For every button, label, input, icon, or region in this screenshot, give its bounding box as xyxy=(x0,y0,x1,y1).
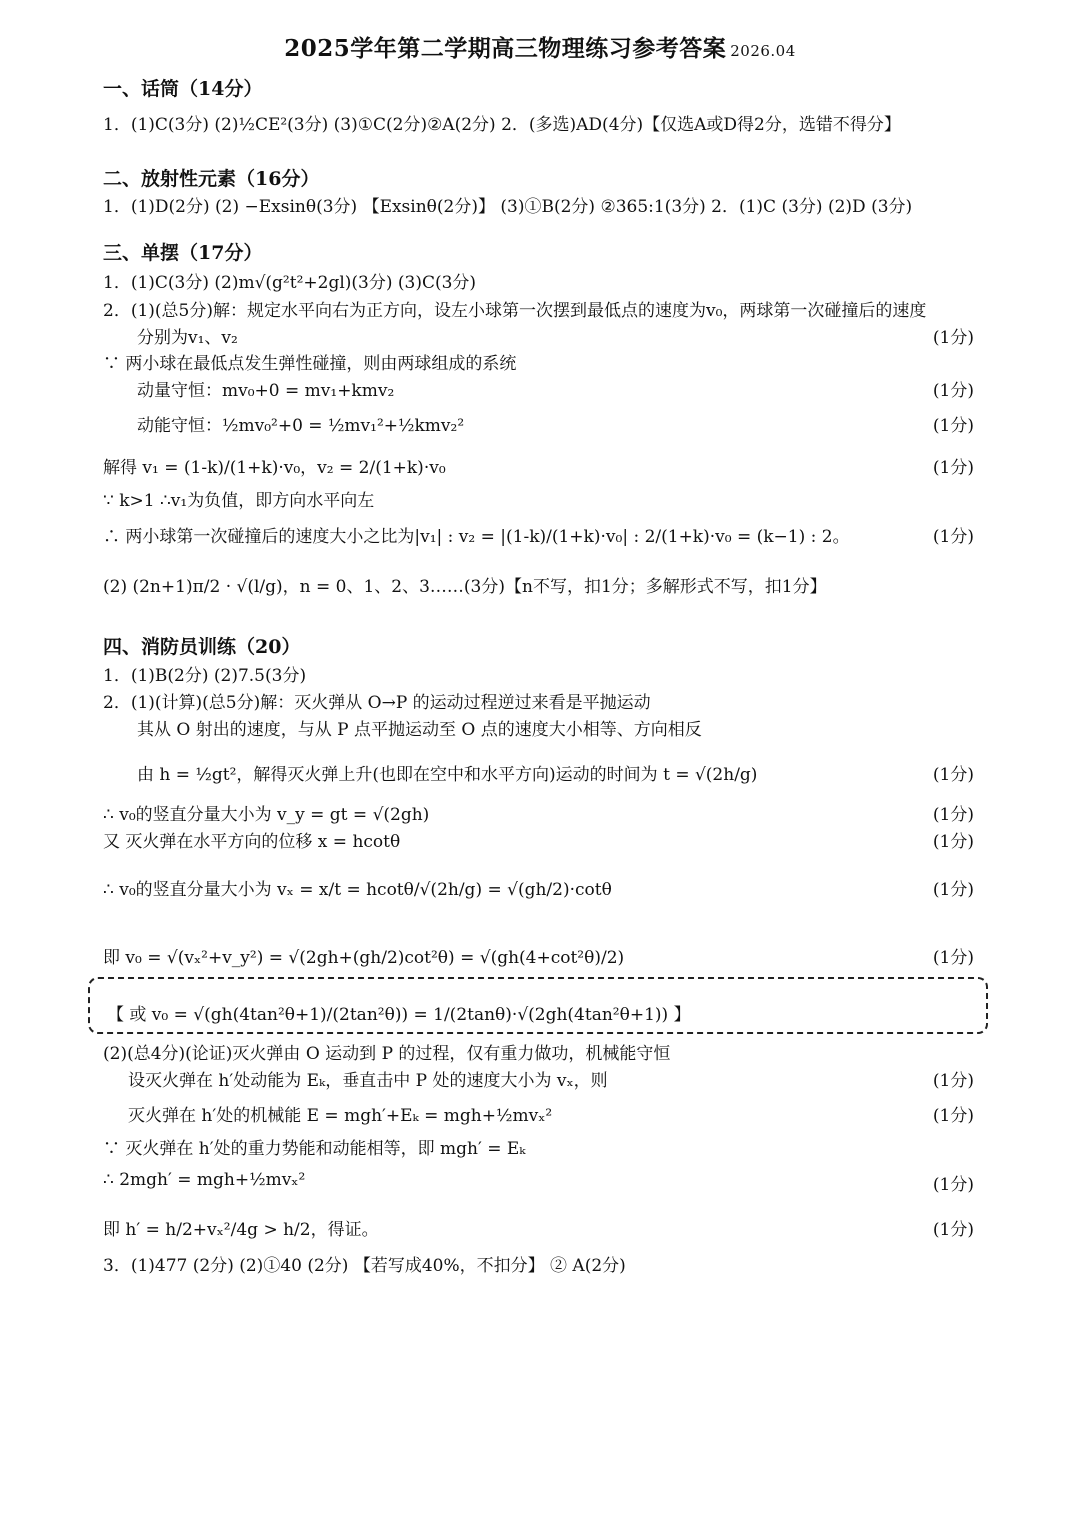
s4-line-15: 即 h′ = h/2+vₓ²/4g > h/2，得证。 xyxy=(103,1220,379,1240)
s1-line-1: 1．(1)C(3分) (2)½CE²(3分) (3)①C(2分)②A(2分) 2．(多选)AD(4分)【仅选A或D得2分，选错不得分】 xyxy=(103,115,901,135)
score-mark: (1分) xyxy=(932,1220,974,1240)
score-mark: (1分) xyxy=(932,1106,974,1126)
s3-line-10: (2) (2n+1)π/2 · √(l/g)，n = 0、1、2、3……(3分)【n不写，扣1分；多解形式不写，扣1分】 xyxy=(103,577,827,597)
score-mark: (1分) xyxy=(932,1175,974,1195)
page-title xyxy=(0,30,1080,63)
score-mark: (1分) xyxy=(932,880,974,900)
score-mark: (1分) xyxy=(932,527,974,547)
s4-line-8: 即 v₀ = √(vₓ²+v_y²) = √(2gh+(gh/2)cot²θ) = √(gh(4+cot²θ)/2) xyxy=(103,948,625,968)
s4-line-14: ∴ 2mgh′ = mgh+½mvₓ² xyxy=(103,1170,306,1190)
s3-line-5: 动量守恒：mv₀+0 = mv₁+kmv₂ xyxy=(137,381,395,401)
s4-line-3: 其从 O 射出的速度，与从 P 点平抛运动至 O 点的速度大小相等、方向相反 xyxy=(137,720,702,740)
s4-line-2: 2．(1)(计算)(总5分)解：灭火弹从 O→P 的运动过程逆过来看是平抛运动 xyxy=(103,693,651,713)
s4-line-1: 1．(1)B(2分) (2)7.5(3分) xyxy=(103,666,307,686)
section-3-heading: 三、单摆（17分） xyxy=(103,242,263,264)
score-mark: (1分) xyxy=(932,328,974,348)
s4-line-12: 灭火弹在 h′处的机械能 E = mgh′+Eₖ = mgh+½mvₓ² xyxy=(128,1106,553,1126)
s4-line-16: 3．(1)477 (2分) (2)①40 (2分) 【若写成40%，不扣分】 ② A(2分) xyxy=(103,1256,626,1276)
score-mark: (1分) xyxy=(932,805,974,825)
s4-line-11: 设灭火弹在 h′处动能为 Eₖ，垂直击中 P 处的速度大小为 vₓ，则 xyxy=(128,1071,608,1091)
s3-line-1: 1．(1)C(3分) (2)m√(g²t²+2gl)(3分) (3)C(3分) xyxy=(103,273,477,293)
s4-line-10: (2)(总4分)(论证)灭火弹由 O 运动到 P 的过程，仅有重力做功，机械能守恒 xyxy=(103,1044,671,1064)
section-4-heading: 四、消防员训练（20） xyxy=(103,636,301,658)
s3-line-3: 分别为v₁、v₂ xyxy=(137,328,238,348)
s4-line-4: 由 h = ½gt²，解得灭火弹上升(也即在空中和水平方向)运动的时间为 t = √(2h/g) xyxy=(137,765,758,785)
score-mark: (1分) xyxy=(932,832,974,852)
s3-line-2: 2．(1)(总5分)解：规定水平向右为正方向，设左小球第一次摆到最低点的速度为v₀，两球第一次碰撞后的速度 xyxy=(103,301,927,321)
score-mark: (1分) xyxy=(932,1071,974,1091)
s4-line-5: ∴ v₀的竖直分量大小为 v_y = gt = √(2gh) xyxy=(103,805,430,825)
s2-line-1: 1．(1)D(2分) (2) −Exsinθ(3分) 【Exsinθ(2分)】 (3)①B(2分) ②365:1(3分) 2．(1)C (3分) (2)D (3分) xyxy=(103,197,913,217)
s3-line-4: ∵ 两小球在最低点发生弹性碰撞，则由两球组成的系统 xyxy=(103,354,517,374)
section-1-heading: 一、话筒（14分） xyxy=(103,78,263,100)
score-mark: (1分) xyxy=(932,381,974,401)
score-mark: (1分) xyxy=(932,765,974,785)
s4-line-9: 【 或 v₀ = √(gh(4tan²θ+1)/(2tan²θ)) = 1/(2tanθ)·√(2gh(4tan²θ+1)) 】 xyxy=(107,1005,691,1025)
s4-line-6: 又 灭火弹在水平方向的位移 x = hcotθ xyxy=(103,832,401,852)
score-mark: (1分) xyxy=(932,458,974,478)
title-text: 2025学年第二学期高三物理练习参考答案 xyxy=(284,35,727,62)
s4-line-7: ∴ v₀的竖直分量大小为 vₓ = x/t = hcotθ/√(2h/g) = √(gh/2)·cotθ xyxy=(103,880,612,900)
s3-line-9: ∴ 两小球第一次碰撞后的速度大小之比为|v₁| : v₂ = |(1-k)/(1+k)·v₀| : 2/(1+k)·v₀ = (k−1) : 2。 xyxy=(103,527,850,547)
section-2-heading: 二、放射性元素（16分） xyxy=(103,168,320,190)
score-mark: (1分) xyxy=(932,948,974,968)
title-date: 2026.04 xyxy=(730,42,796,60)
s3-line-7: 解得 v₁ = (1-k)/(1+k)·v₀，v₂ = 2/(1+k)·v₀ xyxy=(103,458,446,478)
s4-line-13: ∵ 灭火弹在 h′处的重力势能和动能相等，即 mgh′ = Eₖ xyxy=(103,1139,526,1159)
s3-line-6: 动能守恒：½mv₀²+0 = ½mv₁²+½kmv₂² xyxy=(137,416,465,436)
score-mark: (1分) xyxy=(932,416,974,436)
s3-line-8: ∵ k>1 ∴v₁为负值，即方向水平向左 xyxy=(103,491,375,511)
